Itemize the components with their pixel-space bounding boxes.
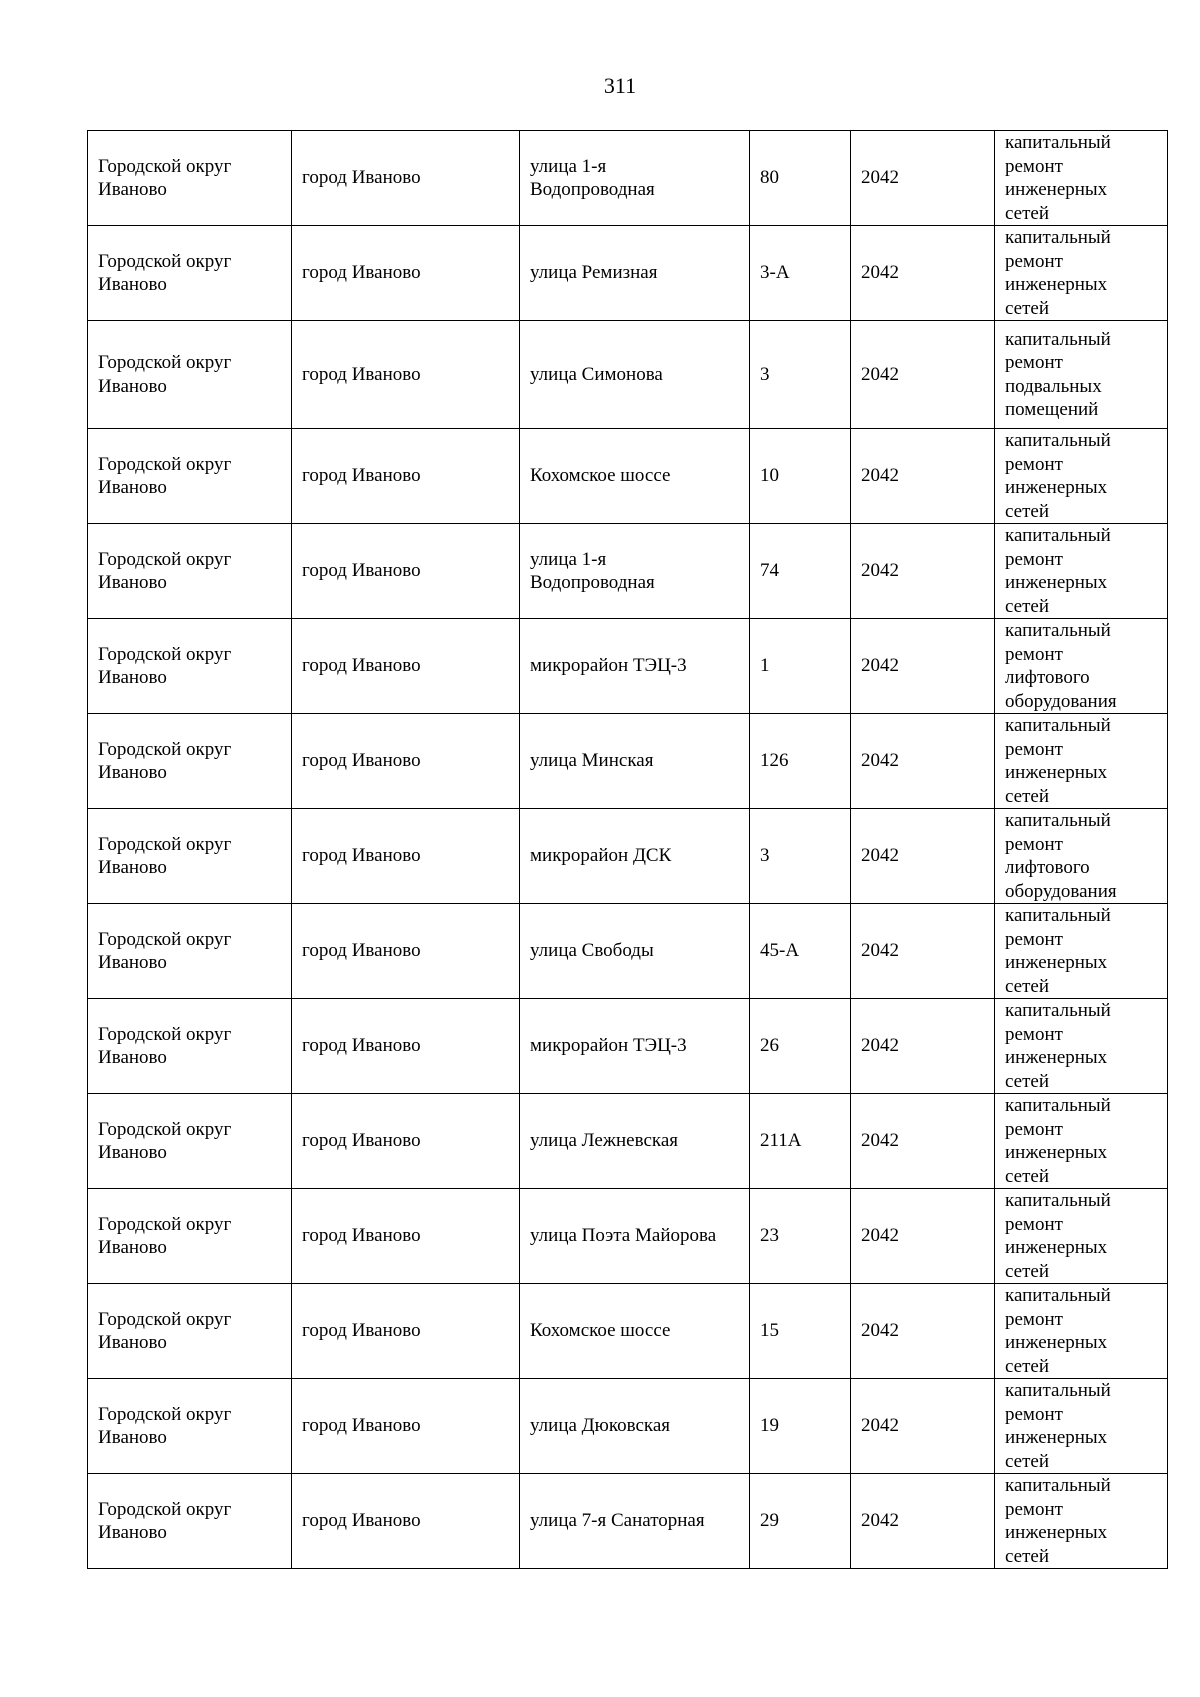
cell-year xyxy=(851,809,995,904)
cell-street xyxy=(520,429,750,524)
cell-municipality xyxy=(88,714,292,809)
cell-municipality-line: Городской округ xyxy=(98,643,232,665)
cell-settlement xyxy=(292,904,520,999)
table-row xyxy=(88,1284,1168,1379)
cell-settlement-text: город Иваново xyxy=(302,167,421,189)
cell-year xyxy=(851,226,995,321)
cell-year-text: 2042 xyxy=(861,1035,899,1057)
cell-year-text: 2042 xyxy=(861,363,899,385)
cell-settlement xyxy=(292,619,520,714)
cell-work-type xyxy=(995,809,1168,904)
cell-municipality-line: Иваново xyxy=(98,1427,167,1448)
cell-settlement-text: город Иваново xyxy=(302,1510,421,1532)
cell-work-type-line: ремонт xyxy=(1005,928,1063,950)
cell-street-line: улица 1-я xyxy=(530,155,607,177)
cell-house-number xyxy=(750,619,851,714)
cell-municipality-line: Иваново xyxy=(98,1522,167,1543)
cell-street xyxy=(520,131,750,226)
cell-house-number xyxy=(750,1189,851,1284)
cell-year-text: 2042 xyxy=(861,560,899,582)
cell-municipality xyxy=(88,904,292,999)
cell-year xyxy=(851,131,995,226)
table-row xyxy=(88,131,1168,226)
cell-settlement-text: город Иваново xyxy=(302,940,421,962)
cell-work-type xyxy=(995,524,1168,619)
cell-municipality-line: Иваново xyxy=(98,1237,167,1258)
cell-work-type-line: капитальный xyxy=(1005,905,1111,926)
cell-house-number-text: 211А xyxy=(760,1130,802,1152)
cell-municipality-line: Иваново xyxy=(98,952,167,973)
cell-street xyxy=(520,226,750,321)
table-body xyxy=(88,131,1168,1569)
cell-house-number-text: 15 xyxy=(760,1320,779,1342)
cell-work-type xyxy=(995,1284,1168,1379)
cell-municipality xyxy=(88,809,292,904)
cell-settlement xyxy=(292,524,520,619)
table-row xyxy=(88,429,1168,524)
cell-work-type xyxy=(995,321,1168,429)
cell-settlement-text: город Иваново xyxy=(302,1320,421,1342)
cell-house-number xyxy=(750,999,851,1094)
cell-municipality-line: Иваново xyxy=(98,375,167,397)
cell-street xyxy=(520,1379,750,1474)
cell-municipality-line: Городской округ xyxy=(98,1213,232,1235)
cell-year xyxy=(851,1284,995,1379)
cell-year-text: 2042 xyxy=(861,1415,899,1437)
cell-house-number xyxy=(750,429,851,524)
cell-work-type-line: ремонт xyxy=(1005,453,1063,475)
cell-house-number-text: 29 xyxy=(760,1510,779,1532)
cell-year xyxy=(851,714,995,809)
cell-municipality xyxy=(88,1379,292,1474)
cell-street-line: улица Ремизная xyxy=(530,262,658,284)
cell-settlement-text: город Иваново xyxy=(302,262,421,284)
cell-work-type-line: оборудования xyxy=(1005,690,1117,712)
cell-year-text: 2042 xyxy=(861,1225,899,1247)
cell-municipality xyxy=(88,524,292,619)
cell-work-type-line: ремонт xyxy=(1005,155,1063,177)
cell-settlement xyxy=(292,999,520,1094)
cell-municipality-line: Иваново xyxy=(98,274,167,295)
cell-municipality-line: Городской округ xyxy=(98,155,232,177)
table-row xyxy=(88,1474,1168,1569)
cell-work-type-line: капитальный xyxy=(1005,620,1111,641)
cell-street-line: микрорайон ТЭЦ-3 xyxy=(530,1035,687,1057)
cell-work-type-line: инженерных xyxy=(1005,762,1108,783)
cell-house-number xyxy=(750,524,851,619)
cell-street xyxy=(520,1284,750,1379)
cell-settlement-text: город Иваново xyxy=(302,655,421,677)
housing-repair-table xyxy=(87,130,1168,1569)
cell-municipality-line: Городской округ xyxy=(98,453,232,475)
cell-work-type-line: подвальных xyxy=(1005,375,1102,397)
cell-street xyxy=(520,1189,750,1284)
table-row xyxy=(88,321,1168,429)
cell-work-type-line: инженерных xyxy=(1005,179,1108,200)
cell-settlement-text: город Иваново xyxy=(302,750,421,772)
cell-street-line: улица Лежневская xyxy=(530,1130,678,1152)
cell-settlement xyxy=(292,714,520,809)
cell-work-type-line: сетей xyxy=(1005,1355,1050,1377)
cell-municipality xyxy=(88,429,292,524)
cell-year xyxy=(851,429,995,524)
cell-street xyxy=(520,904,750,999)
cell-year-text: 2042 xyxy=(861,465,899,487)
cell-street xyxy=(520,809,750,904)
cell-year-text: 2042 xyxy=(861,262,899,284)
cell-work-type-line: капитальный xyxy=(1005,328,1111,350)
cell-municipality-line: Иваново xyxy=(98,762,167,783)
cell-work-type-line: сетей xyxy=(1005,1545,1050,1567)
cell-street xyxy=(520,524,750,619)
cell-municipality-line: Городской округ xyxy=(98,1118,232,1140)
cell-work-type-line: ремонт xyxy=(1005,1498,1063,1520)
cell-house-number xyxy=(750,1474,851,1569)
cell-house-number-text: 1 xyxy=(760,655,770,677)
cell-street xyxy=(520,999,750,1094)
cell-municipality-line: Иваново xyxy=(98,667,167,688)
cell-house-number xyxy=(750,1094,851,1189)
cell-municipality xyxy=(88,226,292,321)
cell-work-type xyxy=(995,226,1168,321)
cell-work-type-line: капитальный xyxy=(1005,1475,1111,1496)
cell-street-line: улица Дюковская xyxy=(530,1415,670,1437)
cell-work-type-line: лифтового xyxy=(1005,857,1090,878)
cell-municipality-line: Городской округ xyxy=(98,250,232,272)
cell-municipality-line: Городской округ xyxy=(98,928,232,950)
cell-settlement-text: город Иваново xyxy=(302,1415,421,1437)
cell-house-number xyxy=(750,714,851,809)
cell-municipality xyxy=(88,321,292,429)
cell-work-type-line: капитальный xyxy=(1005,1380,1111,1401)
cell-municipality-line: Городской округ xyxy=(98,548,232,570)
cell-year xyxy=(851,321,995,429)
cell-year-text: 2042 xyxy=(861,1510,899,1532)
cell-street-line: улица Симонова xyxy=(530,363,663,385)
cell-settlement xyxy=(292,1189,520,1284)
cell-work-type-line: лифтового xyxy=(1005,667,1090,688)
cell-municipality xyxy=(88,1474,292,1569)
cell-year-text: 2042 xyxy=(861,940,899,962)
cell-street-line: улица 7-я Санаторная xyxy=(530,1510,705,1532)
cell-year xyxy=(851,1474,995,1569)
table-row xyxy=(88,714,1168,809)
cell-settlement xyxy=(292,1094,520,1189)
cell-work-type-line: ремонт xyxy=(1005,833,1063,855)
cell-house-number-text: 23 xyxy=(760,1225,779,1247)
cell-house-number-text: 19 xyxy=(760,1415,779,1437)
cell-settlement xyxy=(292,1284,520,1379)
cell-year xyxy=(851,619,995,714)
cell-work-type-line: инженерных xyxy=(1005,952,1108,973)
cell-house-number xyxy=(750,131,851,226)
cell-municipality-line: Городской округ xyxy=(98,1023,232,1045)
cell-year-text: 2042 xyxy=(861,167,899,189)
cell-municipality xyxy=(88,1094,292,1189)
cell-year xyxy=(851,1189,995,1284)
cell-settlement-text: город Иваново xyxy=(302,465,421,487)
cell-work-type-line: сетей xyxy=(1005,1450,1050,1472)
cell-year xyxy=(851,904,995,999)
cell-year-text: 2042 xyxy=(861,655,899,677)
cell-work-type-line: ремонт xyxy=(1005,1118,1063,1140)
cell-work-type-line: инженерных xyxy=(1005,1332,1108,1353)
page-number: 311 xyxy=(603,73,637,98)
cell-street xyxy=(520,714,750,809)
cell-street xyxy=(520,1094,750,1189)
cell-street-line: Водопроводная xyxy=(530,572,655,593)
cell-work-type-line: ремонт xyxy=(1005,1023,1063,1045)
cell-year-text: 2042 xyxy=(861,1130,899,1152)
cell-house-number-text: 45-А xyxy=(760,940,800,962)
cell-work-type-line: ремонт xyxy=(1005,1308,1063,1330)
cell-house-number xyxy=(750,1379,851,1474)
cell-work-type-line: капитальный xyxy=(1005,1285,1111,1306)
cell-municipality xyxy=(88,131,292,226)
cell-work-type-line: инженерных xyxy=(1005,274,1108,295)
cell-work-type-line: сетей xyxy=(1005,297,1050,319)
cell-work-type-line: сетей xyxy=(1005,500,1050,522)
cell-year-text: 2042 xyxy=(861,845,899,867)
cell-municipality-line: Иваново xyxy=(98,179,167,200)
cell-work-type-line: сетей xyxy=(1005,1070,1050,1092)
cell-municipality xyxy=(88,1189,292,1284)
cell-house-number xyxy=(750,809,851,904)
cell-municipality-line: Городской округ xyxy=(98,1403,232,1425)
table-row xyxy=(88,226,1168,321)
cell-work-type-line: капитальный xyxy=(1005,430,1111,451)
cell-house-number-text: 3-А xyxy=(760,262,790,284)
cell-work-type-line: капитальный xyxy=(1005,525,1111,546)
cell-municipality-line: Иваново xyxy=(98,1332,167,1353)
cell-work-type-line: помещений xyxy=(1005,399,1099,420)
cell-street-line: улица 1-я xyxy=(530,548,607,570)
cell-work-type-line: капитальный xyxy=(1005,132,1111,153)
cell-work-type-line: капитальный xyxy=(1005,810,1111,831)
cell-work-type-line: ремонт xyxy=(1005,643,1063,665)
cell-work-type-line: ремонт xyxy=(1005,1403,1063,1425)
cell-street-line: Кохомское шоссе xyxy=(530,1320,671,1342)
cell-municipality-line: Городской округ xyxy=(98,1308,232,1330)
cell-settlement xyxy=(292,131,520,226)
table-row xyxy=(88,999,1168,1094)
table-row xyxy=(88,1094,1168,1189)
cell-work-type-line: инженерных xyxy=(1005,1142,1108,1163)
cell-settlement xyxy=(292,429,520,524)
cell-house-number xyxy=(750,321,851,429)
cell-municipality-line: Иваново xyxy=(98,572,167,593)
cell-municipality xyxy=(88,999,292,1094)
table-row xyxy=(88,619,1168,714)
cell-work-type xyxy=(995,1189,1168,1284)
cell-work-type xyxy=(995,429,1168,524)
cell-work-type-line: ремонт xyxy=(1005,738,1063,760)
cell-year xyxy=(851,1379,995,1474)
cell-house-number-text: 3 xyxy=(760,845,770,867)
cell-work-type xyxy=(995,1474,1168,1569)
table-row xyxy=(88,1189,1168,1284)
cell-house-number-text: 10 xyxy=(760,465,779,487)
cell-municipality-line: Иваново xyxy=(98,1047,167,1068)
cell-settlement-text: город Иваново xyxy=(302,363,421,385)
cell-settlement xyxy=(292,226,520,321)
cell-house-number xyxy=(750,904,851,999)
cell-street xyxy=(520,619,750,714)
cell-house-number-text: 3 xyxy=(760,363,770,385)
cell-house-number xyxy=(750,226,851,321)
cell-settlement-text: город Иваново xyxy=(302,1130,421,1152)
cell-work-type xyxy=(995,131,1168,226)
cell-municipality-line: Городской округ xyxy=(98,833,232,855)
table-row xyxy=(88,524,1168,619)
cell-municipality-line: Иваново xyxy=(98,857,167,878)
cell-work-type-line: сетей xyxy=(1005,1165,1050,1187)
cell-year xyxy=(851,999,995,1094)
table-row xyxy=(88,904,1168,999)
cell-municipality-line: Иваново xyxy=(98,1142,167,1163)
cell-street-line: улица Минская xyxy=(530,750,654,772)
cell-street-line: микрорайон ТЭЦ-3 xyxy=(530,655,687,677)
cell-settlement xyxy=(292,1379,520,1474)
cell-work-type-line: сетей xyxy=(1005,975,1050,997)
cell-house-number-text: 80 xyxy=(760,167,779,189)
cell-work-type xyxy=(995,904,1168,999)
cell-work-type-line: капитальный xyxy=(1005,1190,1111,1211)
cell-street xyxy=(520,1474,750,1569)
cell-work-type-line: инженерных xyxy=(1005,477,1108,498)
cell-work-type-line: сетей xyxy=(1005,595,1050,617)
cell-house-number-text: 26 xyxy=(760,1035,779,1057)
cell-work-type-line: ремонт xyxy=(1005,1213,1063,1235)
cell-work-type-line: сетей xyxy=(1005,785,1050,807)
cell-work-type xyxy=(995,619,1168,714)
cell-work-type-line: ремонт xyxy=(1005,250,1063,272)
cell-municipality xyxy=(88,1284,292,1379)
cell-work-type-line: инженерных xyxy=(1005,1522,1108,1543)
cell-municipality xyxy=(88,619,292,714)
cell-work-type-line: ремонт xyxy=(1005,548,1063,570)
cell-house-number-text: 126 xyxy=(760,750,789,772)
cell-work-type-line: инженерных xyxy=(1005,1237,1108,1258)
cell-work-type xyxy=(995,1379,1168,1474)
cell-street-line: Кохомское шоссе xyxy=(530,465,671,487)
cell-work-type-line: инженерных xyxy=(1005,572,1108,593)
cell-street-line: улица Поэта Майорова xyxy=(530,1225,717,1247)
cell-work-type-line: инженерных xyxy=(1005,1427,1108,1448)
cell-house-number-text: 74 xyxy=(760,560,779,582)
cell-work-type-line: капитальный xyxy=(1005,227,1111,248)
cell-settlement-text: город Иваново xyxy=(302,560,421,582)
cell-municipality-line: Городской округ xyxy=(98,352,232,373)
cell-street-line: Водопроводная xyxy=(530,179,655,200)
cell-settlement xyxy=(292,1474,520,1569)
cell-work-type xyxy=(995,1094,1168,1189)
cell-year xyxy=(851,1094,995,1189)
cell-settlement-text: город Иваново xyxy=(302,1225,421,1247)
cell-work-type-line: капитальный xyxy=(1005,1000,1111,1021)
cell-street xyxy=(520,321,750,429)
cell-house-number xyxy=(750,1284,851,1379)
cell-municipality-line: Городской округ xyxy=(98,738,232,760)
cell-work-type xyxy=(995,714,1168,809)
cell-work-type-line: оборудования xyxy=(1005,880,1117,902)
cell-work-type-line: сетей xyxy=(1005,1260,1050,1282)
cell-year-text: 2042 xyxy=(861,750,899,772)
cell-work-type-line: сетей xyxy=(1005,202,1050,224)
cell-work-type-line: капитальный xyxy=(1005,715,1111,736)
cell-street-line: микрорайон ДСК xyxy=(530,845,672,867)
table-row xyxy=(88,1379,1168,1474)
cell-street-line: улица Свободы xyxy=(530,940,654,962)
cell-year xyxy=(851,524,995,619)
cell-settlement-text: город Иваново xyxy=(302,1035,421,1057)
cell-municipality-line: Городской округ xyxy=(98,1498,232,1520)
cell-municipality-line: Иваново xyxy=(98,477,167,498)
cell-settlement xyxy=(292,809,520,904)
cell-work-type-line: инженерных xyxy=(1005,1047,1108,1068)
cell-work-type-line: капитальный xyxy=(1005,1095,1111,1116)
cell-work-type xyxy=(995,999,1168,1094)
cell-settlement xyxy=(292,321,520,429)
cell-settlement-text: город Иваново xyxy=(302,845,421,867)
table-row xyxy=(88,809,1168,904)
cell-year-text: 2042 xyxy=(861,1320,899,1342)
cell-work-type-line: ремонт xyxy=(1005,352,1063,373)
